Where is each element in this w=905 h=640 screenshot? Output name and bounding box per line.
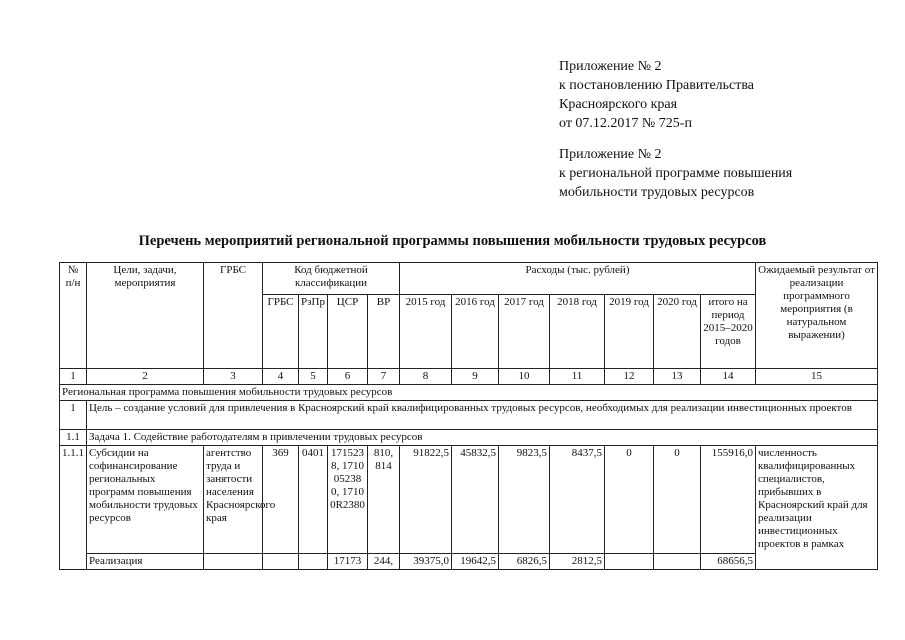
- col-number: 6: [328, 369, 368, 385]
- header-code-grbs: ГРБС: [263, 295, 299, 369]
- col-number: 7: [368, 369, 400, 385]
- measure-rzpr: 0401: [299, 446, 328, 554]
- measure-name: Субсидии на софинансирование региональных программ повышения мобильности трудовых ресурсов: [87, 446, 204, 554]
- impl-2020: [654, 554, 701, 570]
- column-number-row: [60, 369, 878, 385]
- annex-line: Приложение № 2: [559, 59, 662, 74]
- measure-result: численность квалифицированных специалистов, прибывших в Красноярский край для реализации инвестиционных проектов в рамках: [756, 446, 878, 570]
- task-text: Задача 1. Содействие работодателям в привлечении трудовых ресурсов: [87, 430, 878, 446]
- header-2019: 2019 год: [605, 295, 654, 369]
- impl-2015: 39375,0: [400, 554, 452, 570]
- header-row: [60, 263, 878, 295]
- annex-block-program: [559, 145, 792, 202]
- task-num: 1.1: [60, 430, 87, 446]
- header-2016: 2016 год: [452, 295, 499, 369]
- measure-total: 155916,0: [701, 446, 756, 554]
- col-number: 5: [299, 369, 328, 385]
- header-num: № п/н: [60, 263, 87, 369]
- header-2015: 2015 год: [400, 295, 452, 369]
- col-number: 13: [654, 369, 701, 385]
- impl-grbs: [263, 554, 299, 570]
- task-row: [60, 430, 878, 446]
- measure-2020: 0: [654, 446, 701, 554]
- header-result: Ожидаемый результат от реализации программного мероприятия (в натуральном выражении): [756, 263, 878, 369]
- header-grbs: ГРБС: [204, 263, 263, 369]
- header-code-csr: ЦСР: [328, 295, 368, 369]
- measure-2016: 45832,5: [452, 446, 499, 554]
- impl-2018: 2812,5: [550, 554, 605, 570]
- col-number: 9: [452, 369, 499, 385]
- annex-line: Красноярского края: [559, 97, 678, 112]
- annex-line: Приложение № 2: [559, 147, 662, 162]
- measure-2017: 9823,5: [499, 446, 550, 554]
- impl-total: 68656,5: [701, 554, 756, 570]
- col-number: 15: [756, 369, 878, 385]
- measure-2018: 8437,5: [550, 446, 605, 554]
- col-number: 4: [263, 369, 299, 385]
- measure-2019: 0: [605, 446, 654, 554]
- col-number: 10: [499, 369, 550, 385]
- annex-line: к постановлению Правительства: [559, 78, 755, 93]
- implementation-row: [60, 554, 878, 570]
- col-number: 11: [550, 369, 605, 385]
- program-row: [60, 385, 878, 401]
- goal-num: 1: [60, 401, 87, 430]
- impl-rzpr: [299, 554, 328, 570]
- impl-csr: 17173: [328, 554, 368, 570]
- impl-2016: 19642,5: [452, 554, 499, 570]
- impl-2019: [605, 554, 654, 570]
- goal-row: [60, 401, 878, 430]
- measures-table: [59, 262, 878, 570]
- col-number: 3: [204, 369, 263, 385]
- measure-csr: 1715238, 1710052380, 17100R2380: [328, 446, 368, 554]
- document-title: Перечень мероприятий региональной программы повышения мобильности трудовых ресурсов: [138, 233, 767, 249]
- measure-row: [60, 446, 878, 554]
- annex-line: от 07.12.2017 № 725-п: [559, 116, 692, 131]
- col-number: 8: [400, 369, 452, 385]
- measure-2015: 91822,5: [400, 446, 452, 554]
- col-number: 12: [605, 369, 654, 385]
- header-2017: 2017 год: [499, 295, 550, 369]
- col-number: 14: [701, 369, 756, 385]
- col-number: 2: [87, 369, 204, 385]
- annex-block-resolution: [559, 57, 754, 133]
- annex-line: к региональной программе повышения: [559, 166, 793, 181]
- header-total: итого на период 2015–2020 годов: [701, 295, 756, 369]
- impl-2017: 6826,5: [499, 554, 550, 570]
- header-budget-code: Код бюджетной классификации: [263, 263, 400, 295]
- measure-grbs: 369: [263, 446, 299, 554]
- header-code-vr: ВР: [368, 295, 400, 369]
- header-2018: 2018 год: [550, 295, 605, 369]
- impl-grbs-name: [204, 554, 263, 570]
- goal-text: Цель – создание условий для привлечения в Красноярский край квалифицированных трудовых ресурсов, необходимых для реализации инвестиционных проектов: [87, 401, 878, 430]
- impl-vr: 244,: [368, 554, 400, 570]
- measure-vr: 810, 814: [368, 446, 400, 554]
- measure-grbs-name: агентство труда и занятости населения Красноярского края: [204, 446, 263, 554]
- header-code-rzpr: РзПр: [299, 295, 328, 369]
- col-number: 1: [60, 369, 87, 385]
- impl-name: Реализация: [87, 554, 204, 570]
- header-2020: 2020 год: [654, 295, 701, 369]
- header-goals: Цели, задачи, мероприятия: [87, 263, 204, 369]
- program-title: Региональная программа повышения мобильности трудовых ресурсов: [60, 385, 878, 401]
- measure-num: 1.1.1: [60, 446, 87, 570]
- header-expenses: Расходы (тыс. рублей): [400, 263, 756, 295]
- annex-line: мобильности трудовых ресурсов: [559, 185, 755, 200]
